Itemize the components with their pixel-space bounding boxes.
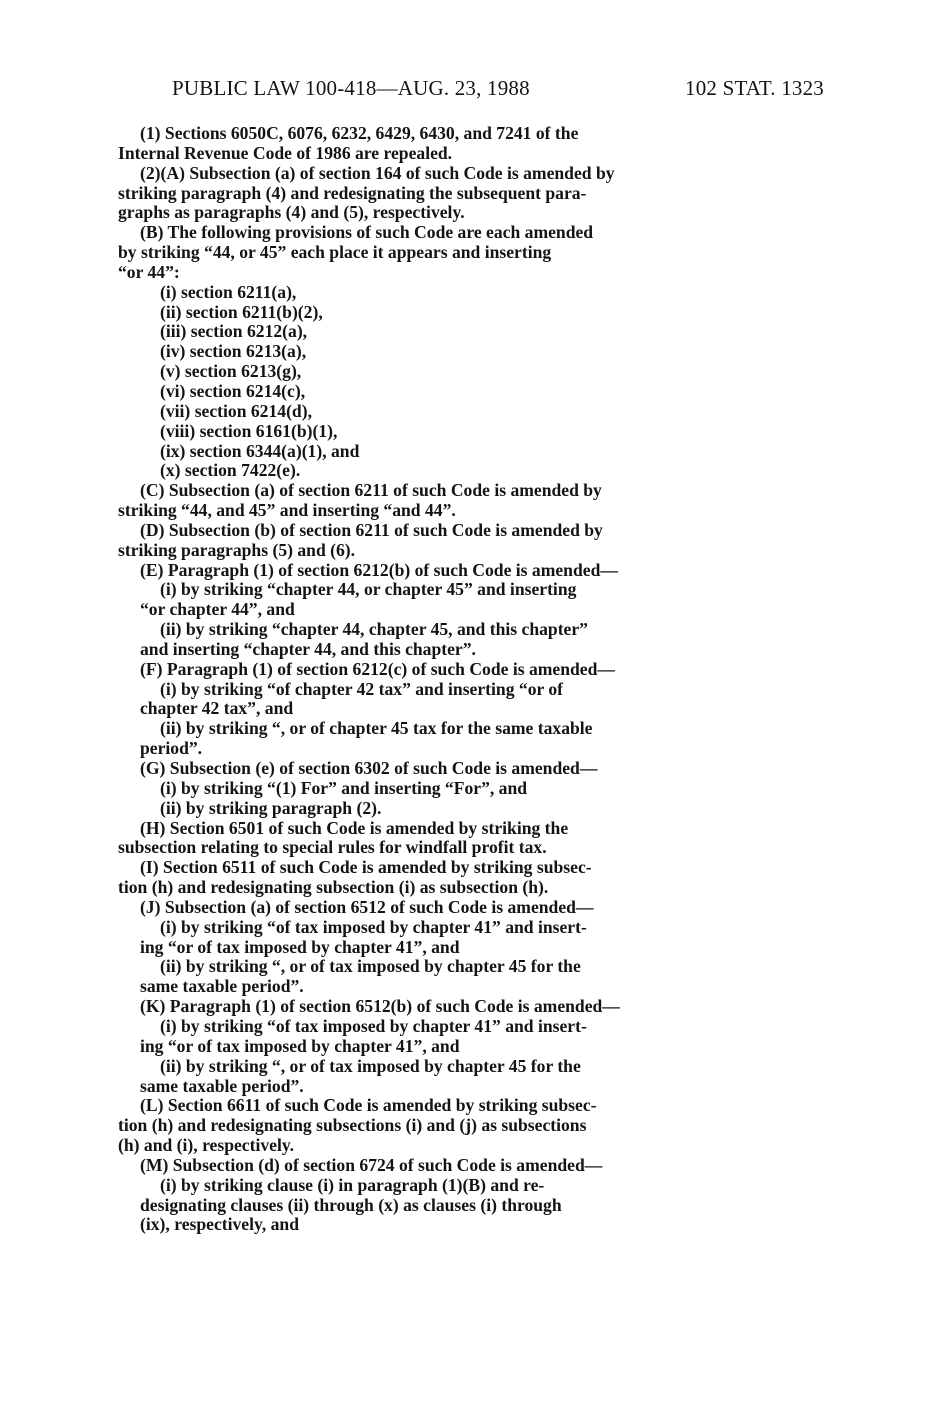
clause-line: (iii) section 6212(a), — [160, 321, 308, 342]
clause-line: (v) section 6213(g), — [160, 361, 302, 382]
clause-line: (i) section 6211(a), — [160, 281, 297, 302]
text-line: same taxable period”. — [140, 976, 304, 997]
text-line: (G) Subsection (e) of section 6302 of such Code is amended— — [140, 758, 598, 778]
clause-line: (ii) by striking “chapter 44, chapter 45, and this chapter” — [160, 619, 588, 640]
text-line: subsection relating to special rules for windfall profit tax. — [118, 837, 547, 858]
page-header — [172, 76, 824, 106]
public-law-citation: PUBLIC LAW 100-418—AUG. 23, 1988 — [172, 76, 530, 100]
text-line: tion (h) and redesignating subsection (i) as subsection (h). — [118, 877, 549, 898]
text-line: designating clauses (ii) through (x) as clauses (i) through — [140, 1194, 562, 1215]
clause-line: (ii) section 6211(b)(2), — [160, 301, 323, 322]
text-line: Internal Revenue Code of 1986 are repealed. — [118, 142, 453, 163]
clause-line: (ix) section 6344(a)(1), and — [160, 440, 360, 461]
text-line: (M) Subsection (d) of section 6724 of such Code is amended— — [140, 1154, 603, 1175]
text-line: tion (h) and redesignating subsections (i) and (j) as subsections — [118, 1115, 587, 1136]
clause-line: (vi) section 6214(c), — [160, 380, 306, 401]
statute-text — [118, 124, 684, 1235]
clause-line: (i) by striking “chapter 44, or chapter 45” and inserting — [160, 579, 577, 600]
text-line: (F) Paragraph (1) of section 6212(c) of such Code is amended— — [140, 658, 615, 679]
text-line: (H) Section 6501 of such Code is amended by striking the — [140, 817, 569, 838]
statute-page-number: 102 STAT. 1323 — [685, 76, 824, 100]
text-line: ing “or of tax imposed by chapter 41”, and — [140, 936, 460, 957]
text-line: (I) Section 6511 of such Code is amended by striking subsec- — [140, 857, 592, 878]
clause-line: (i) by striking “of chapter 42 tax” and inserting “or of — [160, 678, 564, 699]
text-line: “or 44”: — [118, 261, 180, 282]
text-line: (1) Sections 6050C, 6076, 6232, 6429, 6430, and 7241 of the — [140, 123, 579, 143]
text-line: ing “or of tax imposed by chapter 41”, and — [140, 1035, 460, 1056]
clause-line: (ii) by striking “, or of tax imposed by chapter 45 for the — [160, 956, 581, 977]
text-line: (E) Paragraph (1) of section 6212(b) of such Code is amended— — [140, 559, 618, 580]
clause-line: (viii) section 6161(b)(1), — [160, 420, 338, 441]
text-line: (ix), respectively, and — [140, 1214, 299, 1235]
text-line: and inserting “chapter 44, and this chapter”. — [140, 638, 476, 659]
clause-line: (i) by striking “(1) For” and inserting “For”, and — [160, 777, 528, 798]
text-line: (J) Subsection (a) of section 6512 of such Code is amended— — [140, 896, 594, 917]
clause-line: (ii) by striking “, or of chapter 45 tax for the same taxable — [160, 718, 593, 739]
text-line: “or chapter 44”, and — [140, 599, 295, 620]
text-line: chapter 42 tax”, and — [140, 698, 294, 719]
text-line: graphs as paragraphs (4) and (5), respectively. — [118, 202, 465, 223]
text-line: by striking “44, or 45” each place it appears and inserting — [118, 242, 552, 263]
text-line: (B) The following provisions of such Code are each amended — [140, 222, 594, 243]
text-line: (K) Paragraph (1) of section 6512(b) of such Code is amended— — [140, 996, 620, 1017]
text-line: (D) Subsection (b) of section 6211 of such Code is amended by — [140, 519, 603, 540]
text-line: (h) and (i), respectively. — [118, 1135, 295, 1156]
clause-line: (ii) by striking “, or of tax imposed by chapter 45 for the — [160, 1055, 581, 1076]
clause-line: (ii) by striking paragraph (2). — [160, 797, 382, 818]
text-line: period”. — [140, 738, 203, 759]
clause-line: (i) by striking “of tax imposed by chapter 41” and insert- — [160, 916, 587, 937]
text-line: striking paragraph (4) and redesignating the subsequent para- — [118, 182, 587, 203]
text-line: (L) Section 6611 of such Code is amended by striking subsec- — [140, 1095, 597, 1116]
text-line: striking “44, and 45” and inserting “and 44”. — [118, 500, 456, 521]
text-line: (2)(A) Subsection (a) of section 164 of such Code is amended by — [140, 162, 615, 183]
clause-line: (x) section 7422(e). — [160, 460, 301, 481]
clause-line: (iv) section 6213(a), — [160, 341, 307, 362]
text-line: striking paragraphs (5) and (6). — [118, 539, 356, 560]
text-line: same taxable period”. — [140, 1075, 304, 1096]
clause-line: (i) by striking “of tax imposed by chapter 41” and insert- — [160, 1015, 587, 1036]
clause-line: (i) by striking clause (i) in paragraph (1)(B) and re- — [160, 1174, 545, 1195]
clause-line: (vii) section 6214(d), — [160, 400, 312, 421]
text-line: (C) Subsection (a) of section 6211 of such Code is amended by — [140, 480, 602, 501]
